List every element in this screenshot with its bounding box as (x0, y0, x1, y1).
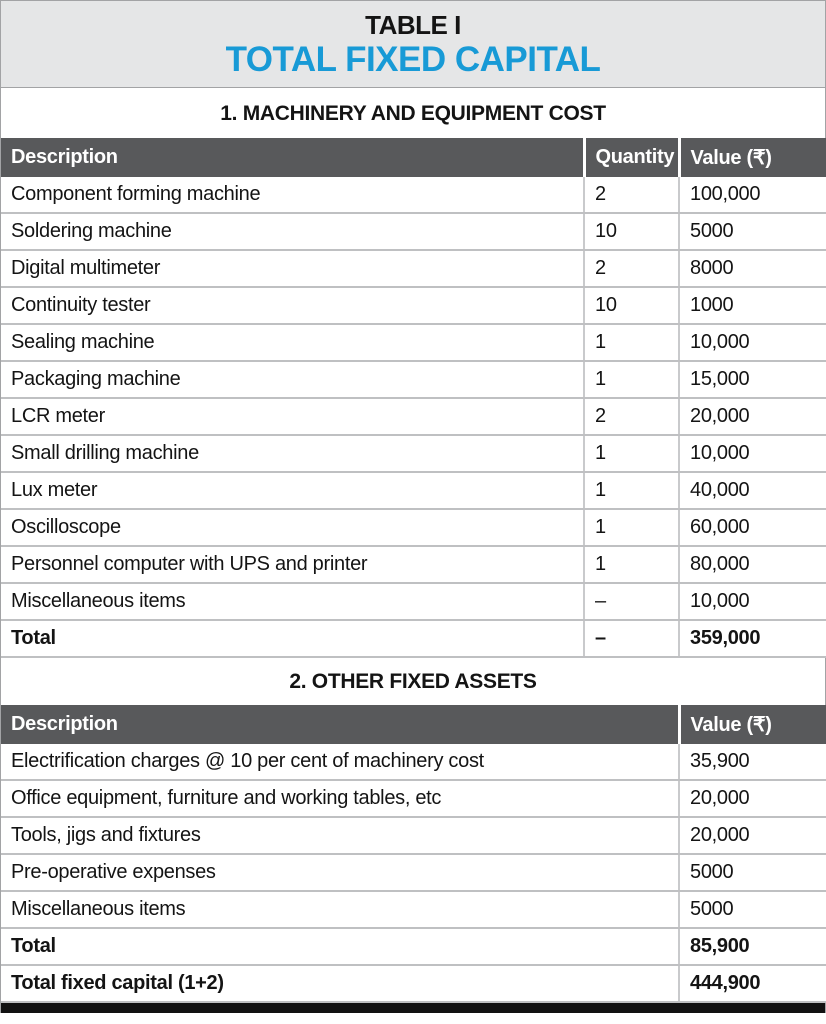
table-row (1, 361, 826, 398)
description-cell: Packaging machine (1, 361, 584, 398)
other-fixed-assets-table (1, 705, 826, 1003)
machinery-equipment-table (1, 138, 826, 658)
table-row (1, 509, 826, 546)
description-cell: Total (1, 928, 679, 965)
description-cell: Office equipment, furniture and working tables, etc (1, 780, 679, 817)
description-cell: LCR meter (1, 398, 584, 435)
quantity-cell: 1 (584, 509, 679, 546)
quantity-cell: – (584, 620, 679, 657)
table-title-band (1, 0, 825, 88)
value-cell: 20,000 (679, 780, 826, 817)
value-cell: 10,000 (679, 324, 826, 361)
value-cell: 5000 (679, 891, 826, 928)
description-cell: Lux meter (1, 472, 584, 509)
table-row (1, 287, 826, 324)
value-cell: 85,900 (679, 928, 826, 965)
table-row (1, 546, 826, 583)
machinery-header-row (1, 138, 826, 177)
table-row (1, 583, 826, 620)
value-cell: 100,000 (679, 177, 826, 213)
description-cell: Tools, jigs and fixtures (1, 817, 679, 854)
table-row (1, 891, 826, 928)
description-cell: Component forming machine (1, 177, 584, 213)
quantity-cell: 1 (584, 324, 679, 361)
table-row (1, 472, 826, 509)
value-cell: 5000 (679, 213, 826, 250)
quantity-cell: 1 (584, 435, 679, 472)
table-row (1, 435, 826, 472)
value-cell: 8000 (679, 250, 826, 287)
description-cell: Miscellaneous items (1, 583, 584, 620)
value-cell: 15,000 (679, 361, 826, 398)
column-header-description: Description (1, 138, 584, 177)
table-number-title: TABLE I (365, 10, 461, 40)
quantity-cell: 2 (584, 250, 679, 287)
quantity-cell: 1 (584, 361, 679, 398)
value-cell: 35,900 (679, 744, 826, 780)
table-row (1, 324, 826, 361)
column-header-value: Value (₹) (679, 705, 826, 744)
quantity-cell: – (584, 583, 679, 620)
table-name-title: TOTAL FIXED CAPITAL (225, 40, 601, 79)
quantity-cell: 1 (584, 546, 679, 583)
value-cell: 10,000 (679, 583, 826, 620)
value-cell: 20,000 (679, 398, 826, 435)
value-cell: 40,000 (679, 472, 826, 509)
value-cell: 80,000 (679, 546, 826, 583)
description-cell: Pre-operative expenses (1, 854, 679, 891)
column-header-quantity: Quantity (584, 138, 679, 177)
table-row (1, 250, 826, 287)
description-cell: Electrification charges @ 10 per cent of machinery cost (1, 744, 679, 780)
value-cell: 5000 (679, 854, 826, 891)
bottom-border-bar (1, 1003, 825, 1013)
value-cell: 10,000 (679, 435, 826, 472)
table-row (1, 744, 826, 780)
description-cell: Total (1, 620, 584, 657)
section-2-heading: 2. OTHER FIXED ASSETS (1, 658, 825, 705)
quantity-cell: 2 (584, 398, 679, 435)
table-row (1, 817, 826, 854)
description-cell: Soldering machine (1, 213, 584, 250)
table-row (1, 620, 826, 657)
description-cell: Miscellaneous items (1, 891, 679, 928)
table-row (1, 177, 826, 213)
other-assets-header-row (1, 705, 826, 744)
table-row (1, 928, 826, 965)
description-cell: Total fixed capital (1+2) (1, 965, 679, 1002)
table-row (1, 213, 826, 250)
table-row (1, 854, 826, 891)
column-header-value: Value (₹) (679, 138, 826, 177)
value-cell: 1000 (679, 287, 826, 324)
quantity-cell: 1 (584, 472, 679, 509)
description-cell: Digital multimeter (1, 250, 584, 287)
table-row (1, 398, 826, 435)
description-cell: Oscilloscope (1, 509, 584, 546)
value-cell: 444,900 (679, 965, 826, 1002)
value-cell: 20,000 (679, 817, 826, 854)
table-row (1, 965, 826, 1002)
value-cell: 60,000 (679, 509, 826, 546)
quantity-cell: 10 (584, 287, 679, 324)
section-1-heading: 1. MACHINERY AND EQUIPMENT COST (1, 88, 825, 138)
table-row (1, 780, 826, 817)
description-cell: Continuity tester (1, 287, 584, 324)
description-cell: Small drilling machine (1, 435, 584, 472)
quantity-cell: 2 (584, 177, 679, 213)
description-cell: Personnel computer with UPS and printer (1, 546, 584, 583)
value-cell: 359,000 (679, 620, 826, 657)
column-header-description: Description (1, 705, 679, 744)
description-cell: Sealing machine (1, 324, 584, 361)
quantity-cell: 10 (584, 213, 679, 250)
